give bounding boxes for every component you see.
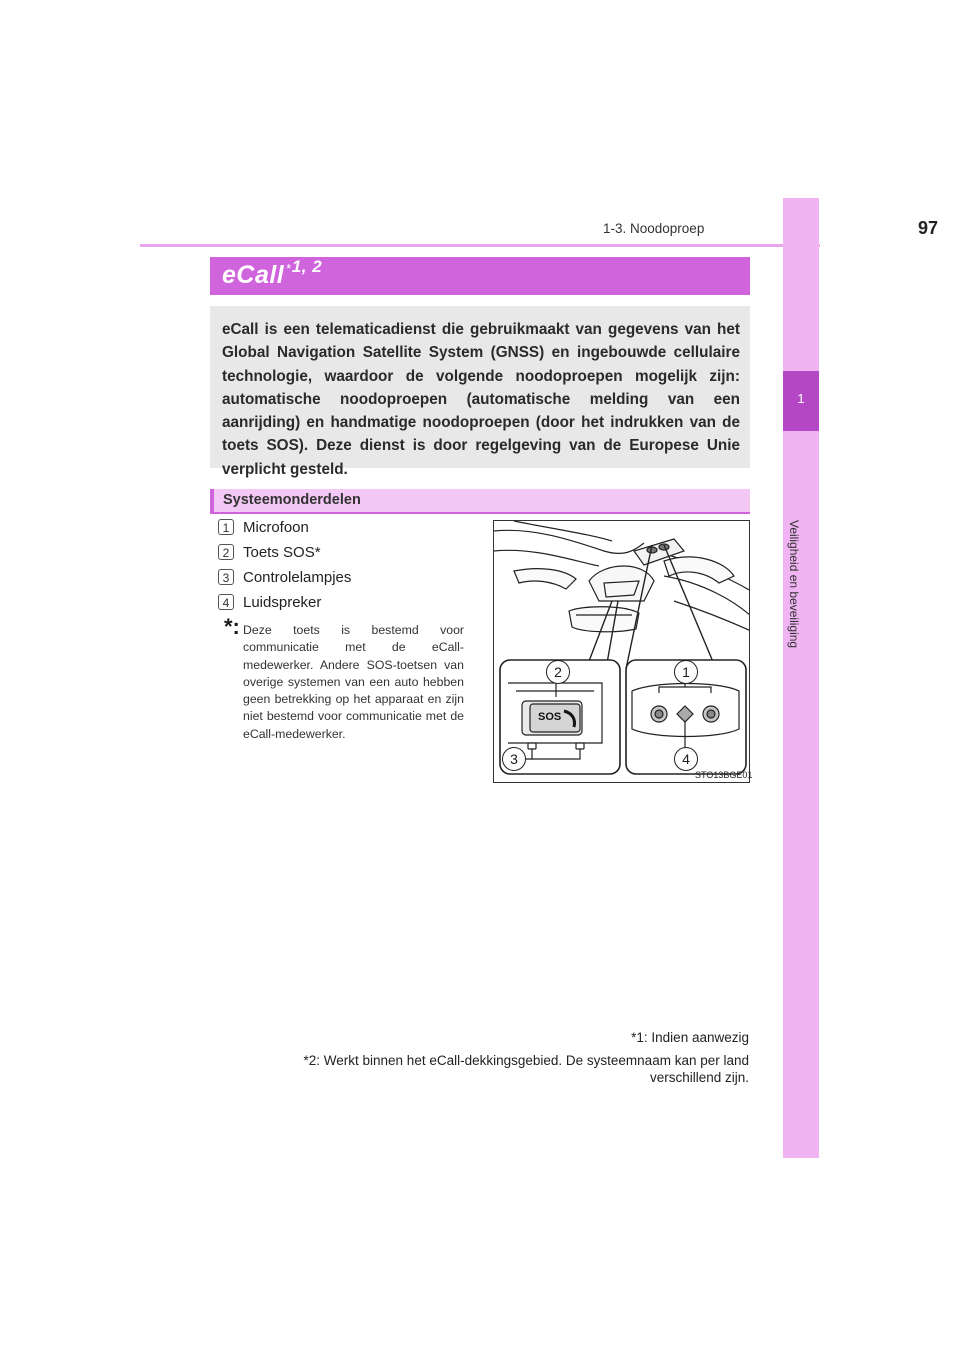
page-number: 97 [918, 218, 939, 238]
header-rule [140, 244, 820, 247]
title-superscript: 1, 2 [291, 257, 323, 276]
component-label-2: Toets SOS* [243, 544, 321, 561]
chapter-side-tab [783, 198, 819, 1158]
section-heading-underline [210, 512, 750, 514]
callout-1: 1 [674, 660, 698, 684]
illustration-code: STO13BGE01 [695, 770, 753, 780]
chapter-number: 1 [797, 391, 805, 406]
callout-2: 2 [546, 660, 570, 684]
component-label-3: Controlelampjes [243, 569, 352, 586]
note-marker: *: [224, 614, 240, 639]
component-number-3: 3 [218, 569, 234, 585]
component-number-4: 4 [218, 594, 234, 610]
component-number-2: 2 [218, 544, 234, 560]
callout-4: 4 [674, 747, 698, 771]
car-interior-drawing [494, 521, 753, 783]
section-heading: Systeemonderdelen [223, 492, 361, 508]
component-illustration [493, 520, 753, 783]
footnote-2: *2: Werkt binnen het eCall-dekkingsgebied. De systeemnaam kan per land verschillend zijn. [303, 1053, 749, 1085]
component-number-1: 1 [218, 519, 234, 535]
component-label-1: Microfoon [243, 519, 309, 536]
title-main: eCall [222, 261, 285, 289]
callout-3: 3 [502, 747, 526, 771]
intro-text: eCall is een telematicadienst die gebruikmaakt van gegevens van het Global Navigation Satellite System (GNSS) en ingebouwde cellulaire technologie, waardoor de volgende noodoproepen mogelijk zijn: automatische noodoproepen (automatische melding van een aanrijding) en handmatige noodoproepen (door het indrukken van de toets SOS). Deze dienst is door regelgeving van de Europese Unie verplicht gesteld. [222, 321, 740, 478]
sos-button-label: SOS [538, 711, 562, 723]
page-title [222, 257, 323, 290]
note-text: Deze toets is bestemd voor communicatie met de eCall-medewerker. Andere SOS-toetsen van overige systemen van een auto hebben geen betrekking op het apparaat en zijn niet bestemd voor communicatie met de eCall-medewerker. [243, 623, 464, 741]
component-label-4: Luidspreker [243, 594, 322, 611]
footnote-1: *1: Indien aanwezig [631, 1030, 749, 1045]
title-star: * [286, 261, 292, 276]
section-title: 1-3. Noodoproep [603, 221, 705, 236]
chapter-label: Veiligheid en beveiliging [787, 520, 801, 649]
